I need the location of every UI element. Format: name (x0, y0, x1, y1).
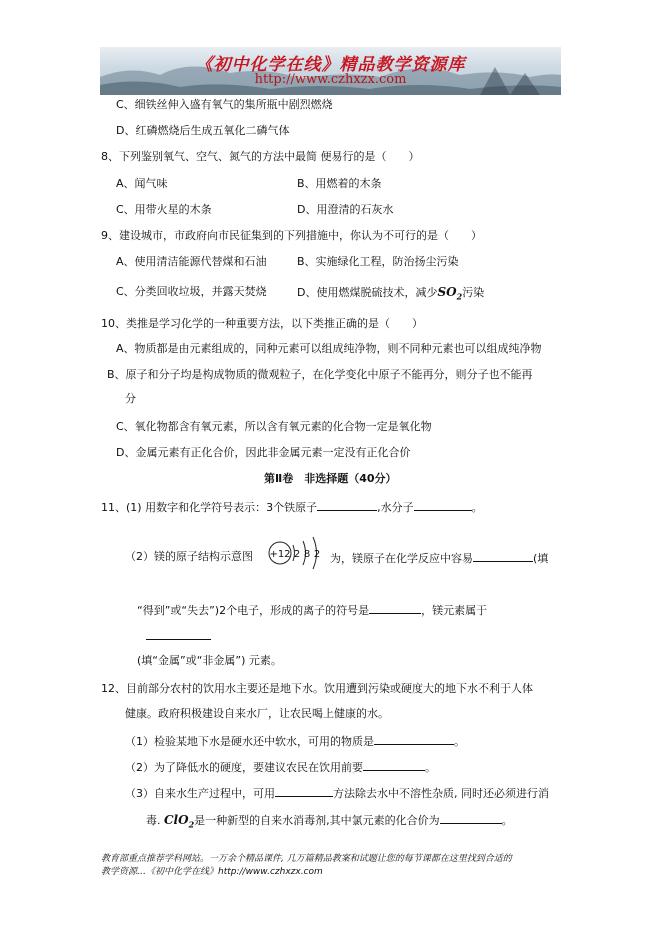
q10-option-b-line2: 分 (125, 392, 136, 405)
q7-option-c: C、细铁丝伸入盛有氧气的集所瓶中剧烈燃烧 (116, 98, 333, 111)
q9-option-b: B、实施绿化工程，防治扬尘污染 (297, 255, 459, 268)
q10-stem: 10、类推是学习化学的一种重要方法，以下类推正确的是（ ） (101, 317, 423, 330)
q12-part1: （1）检验某地下水是硬水还中软水，可用的物质是 。 (125, 735, 465, 748)
q8-option-c: C、用带火星的木条 (116, 203, 212, 216)
q11-blank-element-row (146, 628, 211, 644)
q11-blank-ion[interactable] (369, 602, 421, 614)
atom-shell-3: 2 (313, 549, 321, 560)
q10-option-d: D、金属元素有正化合价，因此非金属元素一定没有正化合价 (116, 446, 411, 459)
q10-option-b-line1: B、原子和分子均是构成物质的微观粒子，在化学变化中原子不能再分，则分子也不能再 (107, 368, 533, 381)
footer-line2: 教学资源…《初中化学在线》http://www.czhxzx.com (101, 867, 323, 877)
q12-blank-method[interactable] (275, 785, 333, 797)
q9-option-c: C、分类回收垃圾，并露天焚烧 (116, 285, 267, 298)
q11-part2-cont: “得到”或“失去”)2个电子，形成的离子的符号是 ，镁元素属于 (137, 604, 488, 617)
header-banner (100, 47, 561, 95)
q12-blank-valence[interactable] (440, 812, 502, 824)
q12-part3-cont: 毒. ClO$_2$是一种新型的自来水消毒剂,其中氯元素的化合价为 。 (146, 813, 513, 830)
q7-option-d: D、红磷燃烧后生成五氧化二磷气体 (116, 124, 290, 137)
q9-option-d: D、使用燃煤脱硫技术，减少$SO_2$污染 (297, 285, 485, 302)
q11-part2: 为，镁原子在化学反应中容易 (填 (330, 552, 549, 565)
q11-part2-label: （2）镁的原子结构示意图 (125, 550, 253, 563)
q11-blank-water[interactable] (414, 499, 472, 511)
atom-shell-1: 2 (293, 549, 301, 560)
q10-option-c: C、氧化物都含有氧元素，所以含有氧元素的化合物一定是氧化物 (116, 420, 432, 433)
atom-nucleus-label: +12 (269, 549, 291, 560)
banner-url[interactable]: http://www.czhxzx.com (254, 72, 407, 87)
q12-part2: （2）为了降低水的硬度，要建议农民在饮用前要 。 (125, 761, 436, 774)
banner-title: 《初中化学在线》精品教学资源库 (195, 55, 466, 75)
q12-part3: （3）自来水生产过程中，可用 方法除去水中不溶性杂质, 同时还必须进行消 (125, 787, 549, 800)
q8-option-b: B、用燃着的木条 (297, 177, 382, 190)
section-heading: 第Ⅱ卷 非选择题（40分） (264, 472, 397, 485)
q12-stem-line1: 12、目前部分农村的饮用水主要还是地下水。饮用遭到污染或硬度大的地下水不利于人体 (101, 682, 533, 695)
q11-part1: 11、(1) 用数字和化学符号表示：3个铁原子 ,水分子 。 (101, 501, 483, 514)
q11-blank-gain-lose[interactable] (473, 550, 533, 562)
q8-stem: 8、下列鉴别氧气、空气、氮气的方法中最简 便易行的是（ ） (101, 150, 420, 163)
clo2-formula: ClO$_2$ (164, 813, 195, 830)
q8-option-a: A、闻气味 (116, 177, 168, 190)
q9-option-a: A、使用清洁能源代替煤和石油 (116, 255, 267, 268)
atom-shell-2: 8 (303, 549, 311, 560)
q11-blank-element[interactable] (146, 628, 211, 640)
q12-stem-line2: 健康。政府积极建设自来水厂，让农民喝上健康的水。 (125, 707, 389, 720)
q11-part2-note: (填“金属”或“非金属”) 元素。 (137, 654, 282, 667)
q8-option-d: D、用澄清的石灰水 (297, 203, 394, 216)
magnesium-atom-diagram (266, 527, 328, 579)
q12-blank-softening[interactable] (363, 759, 425, 771)
q10-option-a: A、物质都是由元素组成的，同种元素可以组成纯净物，则不同种元素也可以组成纯净物 (116, 342, 542, 355)
footer-line1: 教育部重点推荐学科网站。一万余个精品课件, 几万篇精品教案和试题让您的每节课都在这里找到合适的 (101, 854, 512, 864)
q12-blank-reagent[interactable] (374, 733, 454, 745)
q9-stem: 9、建设城市，市政府向市民征集到的下列措施中，你认为不可行的是（ ） (101, 229, 482, 242)
so2-formula: $SO_2$ (437, 285, 463, 302)
q11-blank-iron[interactable] (317, 499, 377, 511)
